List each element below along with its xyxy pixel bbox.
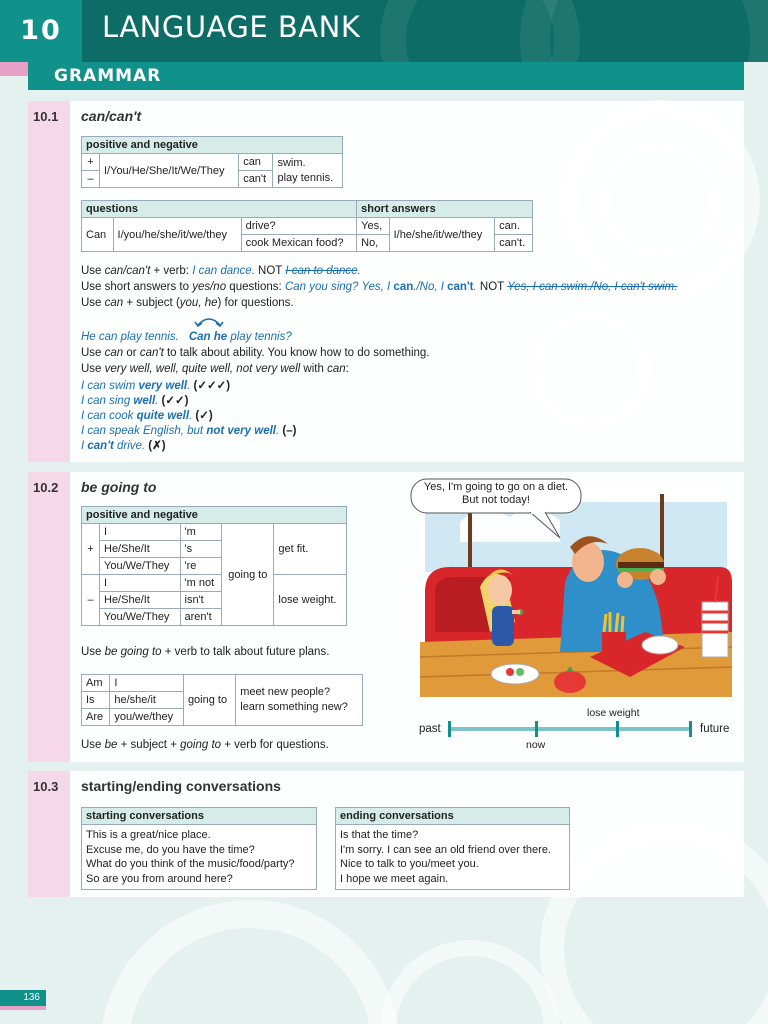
example-line: I can swim very well. (✓✓✓) [81, 380, 231, 392]
section-10-3 [28, 771, 744, 897]
rule-line: Use be + subject + going to + verb for questions. [81, 739, 329, 751]
section-10-1 [28, 101, 744, 462]
speech-text: Yes, I'm going to go on a diet. But not today! [423, 481, 569, 506]
can-questions-table: questions short answers Can I/you/he/she/it/we/they drive? Yes, I/he/she/it/we/they can. cook Mexican food? No, can't. [81, 200, 533, 252]
example-line: I can't drive. (✗) [81, 440, 166, 452]
bg-ring [100, 900, 400, 1024]
rule-line: Use can or can't to talk about ability. You know how to do something. [81, 347, 430, 359]
page-header [0, 0, 768, 62]
ability-examples [81, 379, 296, 454]
timeline-event-label: lose weight [587, 707, 640, 719]
section-heading-grammar: GRAMMAR [28, 62, 744, 90]
ending-conversations-table: ending conversations Is that the time? I'm sorry. I can see an old friend over there. Nice to talk to you/meet you. I hope we meet again. [335, 807, 570, 890]
swap-arrows-icon [194, 315, 224, 329]
phrase: Nice to talk to you/meet you. [340, 858, 479, 870]
section-number: 10.3 [33, 779, 59, 794]
timeline-past-label: past [419, 723, 441, 735]
example-line: He can play tennis. Can he play tennis? [81, 331, 292, 343]
rule-line: Use short answers to yes/no questions: Can you sing? Yes, I can./No, I can't. NOT Yes, I can swim./No, I can't swim. [81, 281, 678, 293]
phrase: Is that the time? [340, 829, 419, 841]
example-line: I can speak English, but not very well. (–) [81, 425, 297, 437]
section-title: starting/ending conversations [81, 778, 281, 794]
section-number: 10.1 [33, 109, 59, 124]
section-10-2 [28, 472, 744, 762]
section-title: be going to [81, 479, 157, 495]
can-positive-negative-table: positive and negative + I/You/He/She/It/We/They can swim. play tennis. – can't [81, 136, 343, 188]
unit-number: 10 [0, 0, 82, 62]
rule-line: Use be going to + verb to talk about future plans. [81, 646, 330, 658]
page-title: LANGUAGE BANK [102, 10, 361, 44]
phrase: What do you think of the music/food/party? [86, 858, 295, 870]
phrase: Excuse me, do you have the time? [86, 843, 255, 856]
timeline [446, 720, 694, 738]
section-number: 10.2 [33, 480, 59, 495]
rule-line: Use can/can't + verb: I can dance. NOT I can to dance. [81, 265, 361, 277]
page-number: 136 [0, 990, 46, 1006]
rule-line: Use very well, well, quite well, not very well with can: [81, 363, 349, 375]
section-title: can/can't [81, 108, 142, 124]
phrase: So are you from around here? [86, 872, 233, 885]
example-line: I can sing well. (✓✓) [81, 395, 189, 407]
starting-conversations-table: starting conversations This is a great/nice place. Excuse me, do you have the time? What do you think of the music/food/party? So are you from around here? [81, 807, 317, 890]
timeline-now-label: now [526, 739, 546, 751]
going-to-questions-table: Am I going to meet new people? learn something new? Is he/she/it Are you/we/they [81, 674, 363, 726]
example-line: I can cook quite well. (✓) [81, 410, 213, 422]
phrase: I'm sorry. I can see an old friend over there. [340, 843, 551, 856]
rule-line: Use can + subject (you, he) for questions. [81, 297, 294, 309]
going-to-positive-negative-table: positive and negative + I 'm going to get fit. He/She/It 's You/We/They 're – I 'm not lose weight. He/She/It isn't You/We/They aren't [81, 506, 347, 626]
phrase: I hope we meet again. [340, 872, 449, 885]
timeline-future-label: future [700, 723, 730, 735]
phrase: This is a great/nice place. [86, 829, 211, 841]
bg-ring [380, 940, 560, 1024]
